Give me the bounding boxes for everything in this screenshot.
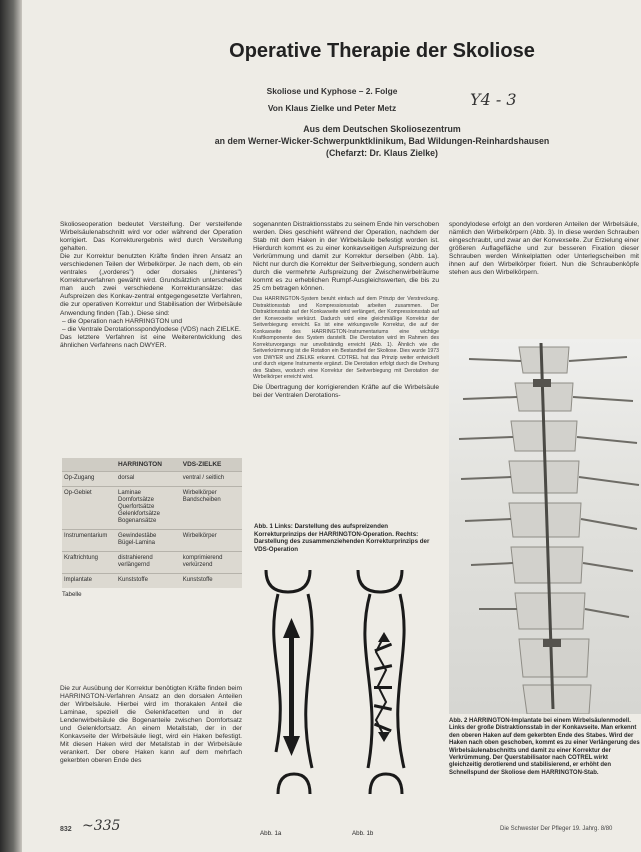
authors-line: Von Klaus Zielke und Peter Metz xyxy=(267,103,397,113)
figure-1a-curve-left xyxy=(274,594,281,752)
figure-1a-top-hook xyxy=(266,570,310,592)
paragraph: Die zur Korrektur benutzten Kräfte finden ihren Ansatz an verschiedenen Teilen der Wirbelkörper. Je nach dem, ob ein ventrales („vorderes") oder dorsales („hinteres") Korrekturverfahren gewählt wird. Grundsätzlich unterscheidet man auch zwei verschiedene Korrekturansätze: das Aufspreizen des Konkav-zentral entgegengesetzte Verfahren, die zur operativen Korrektur und Stabilisation der Wirbelsäule Anwendung finden (Tab.). Diese sind: xyxy=(60,253,242,317)
table-row xyxy=(62,530,242,552)
figure-2-caption: Abb. 2 HARRINGTON-Implantate bei einem Wirbelsäulenmodell. Links der große Distraktionsstab in der Konkavseite. Man erkennt den oberen Haken auf dem gekerbten Ende des Stabes. Wird der Haken nach oben geschoben, kommt es zu einer Verlängerung des Wirbelsäulenabschnitts und damit zu einer Korrektur der Verkrümmung. Der Querstabilisator nach COTREL wirkt gleichzeitig derotierend und stabilisierend, er erhöht den Schnellspund der Skoliose dem HARRINGTON-Stab. xyxy=(449,718,640,776)
list-item: – die Operation nach HARRINGTON und xyxy=(62,317,183,325)
chief-line: (Chefarzt: Dr. Klaus Zielke) xyxy=(326,148,438,158)
series-line: Skoliose und Kyphose – 2. Folge xyxy=(266,86,398,96)
table-header: VDS-ZIELKE xyxy=(181,458,242,472)
journal-footer: Die Schwester Der Pfleger 19. Jahrg. 8/80 xyxy=(500,826,613,832)
figure-1a-bottom-hook xyxy=(278,774,310,794)
spine-model-illustration xyxy=(449,339,641,714)
column-2-text xyxy=(253,221,439,400)
table-row xyxy=(62,472,242,487)
figure-1b-curve-left xyxy=(365,594,372,768)
column-3-text xyxy=(449,221,639,277)
figure-1b-screws xyxy=(374,632,392,742)
article-title: Operative Therapie der Skoliose xyxy=(229,40,535,62)
table-cell: Op-Gebiet xyxy=(62,487,116,530)
table-caption: Tabelle xyxy=(62,591,82,598)
table-header xyxy=(62,458,116,472)
table-cell: distrahierend verlängernd xyxy=(116,552,181,574)
table-header: HARRINGTON xyxy=(116,458,181,472)
handwritten-note: Y4 - 3 xyxy=(470,90,517,109)
figure-1a-arrow xyxy=(283,618,300,756)
column-1-text xyxy=(60,221,242,350)
table-cell: Wirbelkörper xyxy=(181,530,242,552)
table-cell: dorsal xyxy=(116,472,181,487)
figure-1b-bottom-hook xyxy=(370,774,402,794)
institution-line-2: an dem Werner-Wicker-Schwerpunktklinikum, Bad Wildungen-Reinhardshausen xyxy=(214,136,550,146)
figure-1-caption: Abb. 1 Links: Darstellung des aufspreizenden Korrekturprinzips der HARRINGTON-Operation. Rechts: Darstellung des zusammenziehenden Korrekturprinzips der VDS-Operation xyxy=(254,523,430,553)
article-page xyxy=(22,0,641,852)
paragraph: Das letztere Verfahren ist eine Weiterentwicklung des ähnlichen Verfahrens nach DWYER. xyxy=(60,333,242,349)
table-cell: Implantate xyxy=(62,574,116,589)
table-cell: komprimierend verkürzend xyxy=(181,552,242,574)
paragraph: Skolioseoperation bedeutet Versteifung. Der versteifende Wirbelsäulenabschnitt wird vor oder während der Operation korrigiert. Das Korrekturergebnis wird durch Versteifung gehalten. xyxy=(60,221,242,253)
table-cell: Laminae Dornfortsätze Querfortsätze Gelenkfortsätze Bogenansätze xyxy=(116,487,181,530)
table-cell: Kunststoffe xyxy=(181,574,242,589)
handwritten-page-note: ~335 xyxy=(82,818,121,834)
figure-1a-label: Abb. 1a xyxy=(260,830,282,837)
table-row xyxy=(62,487,242,530)
scan-binding-shadow xyxy=(0,0,22,852)
list-item: – die Ventrale Derotationsspondylodese (VDS) nach ZIELKE. xyxy=(62,325,241,333)
paragraph: sogenannten Distraktionsstabs zu seinem Ende hin verschoben werden. Dies geschieht während der Operation, nachdem der Stab mit dem Haken in der Wirbelsäule befestigt worden ist. Hierdurch kommt es zu einer konkavseitigen Aufspreizung der Verkrümmung und damit zur Korrektur derselben (Abb. 1a). Nicht nur durch die Korrektur der Seitverbiegung, sondern auch durch die vermehrte Aufspreizung der Zwischenwirbelräume kommt es zu erheblichen Rumpf-Ausgleichswerten, die bis zu 25 cm betragen können. xyxy=(253,221,439,293)
page-number: 832 xyxy=(60,826,72,833)
figure-1a-curve-right xyxy=(306,594,312,768)
table-cell: Kraftrichtung xyxy=(62,552,116,574)
table-cell: Gewindestäbe Bügel-Lamina xyxy=(116,530,181,552)
table-cell: Kunststoffe xyxy=(116,574,181,589)
column-1-bottom-text xyxy=(60,685,242,765)
figure-1b-top-hook xyxy=(358,570,402,592)
comparison-table-wrap xyxy=(62,458,242,599)
table-cell: Wirbelkörper Bandscheiben xyxy=(181,487,242,530)
figure-1b-curve-right xyxy=(398,594,404,768)
figure-1-diagram xyxy=(254,562,440,827)
table-cell: Instrumentarium xyxy=(62,530,116,552)
institution-line-1: Aus dem Deutschen Skoliosezentrum xyxy=(303,124,461,134)
paragraph: spondylodese erfolgt an den vorderen Anteilen der Wirbelsäule, nämlich den Wirbelkörpern (Abb. 3). In diese werden Schrauben eingeschraubt, und zwar an der Konvexseite. Zur Erzielung einer größeren Auflagefläche und zur besseren Fixation dieser Schrauben werden Winkelplatten oder Unterlegscheiben mit ihnen auf den Wirbelkörper fixiert. Nun die Schraubenköpfe stehen aus den Wirbelkörpern. xyxy=(449,221,639,277)
table-cell: Op-Zugang xyxy=(62,472,116,487)
paragraph: Die zur Ausübung der Korrektur benötigten Kräfte finden beim HARRINGTON-Verfahren Ansatz an den dorsalen Anteilen der Wirbelsäule. Hierbei wird im thorakalen Anteil die Laminae, speziell die Gelenkfacetten und in der Lendenwirbelsäule die Bogenanteile zwischen Dornfortsatz und Gelenkfortsatz. An einem Metallstab, der in der Konkavseite der Wirbelsäule liegt, wird ein Haken befestigt. Mit diesen Haken wird der Metallstab in der Wirbelsäule verankert. Der obere Haken kann auf dem mehrfach gekerbten oberen Ende des xyxy=(60,685,242,765)
table-row xyxy=(62,574,242,589)
paragraph: Die Übertragung der korrigierenden Kräfte auf die Wirbelsäule bei der Ventralen Derotations- xyxy=(253,383,439,399)
comparison-table xyxy=(62,458,242,588)
figure-2-photo xyxy=(449,339,641,714)
table-row xyxy=(62,552,242,574)
table-cell: ventral / seitlich xyxy=(181,472,242,487)
small-print-paragraph: Das HARRINGTON-System beruht einfach auf dem Prinzip der Verstreckung. Distraktionsstab und Kompressionsstab arbeiten zusammen. Der Distraktionsstab auf der Konkavseite wird verlängert, der Kompressionsstab auf der Konvexseite verkürzt. Dadurch wird eine gleichmäßige Korrektur der Seitverbiegung erreicht. Es ist eine wirkungsvolle Korrektur, die auf der Konkavseite des HARRINGTON-Instrumentariums eine wichtige Kraftkomponente des System darstellt. Die Derotation wird im Rahmen des Korrekturvorgangs nur unvollständig erreicht (Abb. 1). Ähnlich wie die Seitverkrümmung ist die Rotation ein Bestandteil der Skoliose. Dies wurde 1973 von DWYER und ZIELKE erkannt. COTREL hat das Prinzip weiter entwickelt und durch eigene Instrumente ergänzt. Die Derotation erfolgt durch die Drehung des Stabes, wodurch eine Korrektur der Seitverbiegung mit Derotation der Wirbelkörper erreicht wird. xyxy=(253,296,439,381)
figure-1b-label: Abb. 1b xyxy=(352,830,374,837)
